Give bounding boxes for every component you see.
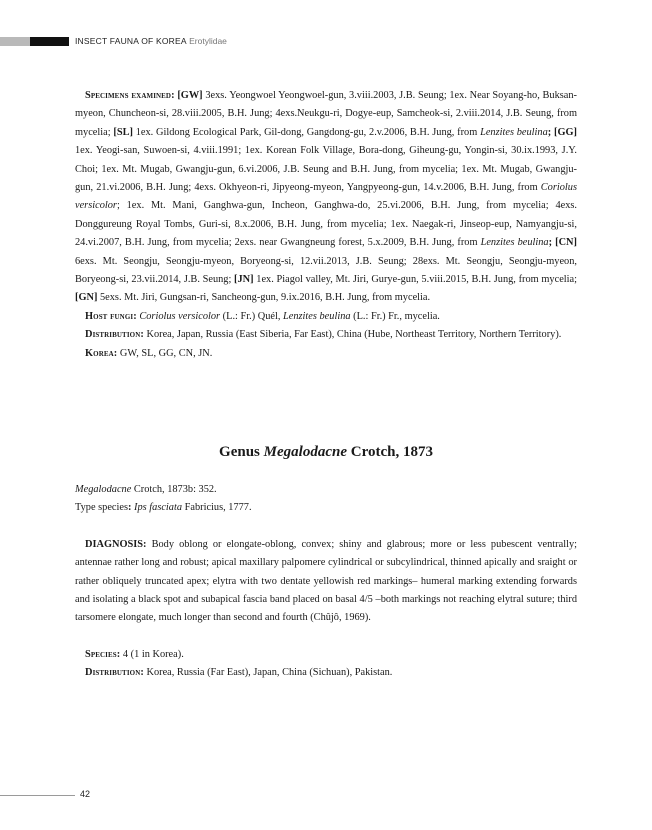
type-species-colon: :: [128, 502, 132, 514]
distribution-label: Distribution:: [85, 667, 144, 679]
distribution-label: Distribution:: [85, 329, 144, 341]
province-tag-gw: [GW]: [177, 90, 203, 101]
fungus-name: Lenzites beulina: [283, 310, 351, 322]
synonym-name: Megalodacne: [75, 484, 132, 495]
genus-heading-prefix: Genus: [219, 444, 264, 460]
synonym-line: [75, 481, 577, 499]
specimens-text: 6exs. Mt. Seongju, Seongju-myeon, Boryeong-si, 12.vii.2013, J.B. Seung; 28exs. Mt. Seongju, Seongju-myeon, Boryeong-si, 23.vii.2014, J.B. Seung;: [75, 255, 577, 286]
genus-name: Megalodacne: [263, 444, 347, 460]
specimens-text: 1ex. Piagol valley, Mt. Jiri, Gurye-gun, 5.viii.2015, B.H. Jung, from mycelia;: [253, 274, 578, 286]
specimens-text: 5exs. Mt. Jiri, Gungsan-ri, Sancheong-gun, 9.ix.2016, B.H. Jung, from mycelia.: [97, 292, 431, 304]
diagnosis-text: Body oblong or elongate-oblong, convex; shiny and glabrous; more or less pubescent ventrally; antennae rather long and robust; apical maxillary palpomere cylindrical or subcylindrical, thinned apically and sraight or rather obliquely truncated apex; elytra with two dentate yellowish red markings– humeral marking extending forwards and isolating a black spot and subapical fascia band placed on basal 4/5 –both markings not reaching elytral suture; third tarsomere elongate, much longer than second and fourth (Chûjô, 1969).: [75, 538, 577, 624]
province-tag-jn: [JN]: [234, 274, 254, 286]
genus-distribution-paragraph: [75, 664, 577, 682]
diagnosis-label: DIAGNOSIS:: [85, 538, 147, 550]
species-label: Species:: [85, 648, 121, 660]
species-text: 4 (1 in Korea).: [120, 648, 184, 660]
specimens-label: Specimens examined:: [85, 90, 175, 101]
type-species-name: Ips fasciata: [134, 502, 183, 514]
korea-paragraph: [75, 345, 577, 363]
korea-text: GW, SL, GG, CN, JN.: [117, 347, 213, 359]
header-bar-black: [30, 37, 69, 46]
genus-heading: [75, 443, 577, 461]
specimens-text: 1ex. Yeogi-san, Suwoen-si, 4.viii.1991; 1ex. Korean Folk Village, Bora-dong, Giheung-gu, Yongin-si, 30.ix.1993, J.Y. Choi; 1ex. Mt. Mugab, Gwangju-gun, 6.vi.2006, J.B. Seung and B.H. Jung, from mycelia; 1ex. Mt. Mugab, Gwangju-gun, 21.vi.2006, B.H. Jung; 4exs. Okhyeon-ri, Jipyeong-myeon, Yangpyeong-gun, 14.v.2006, B.H. Jung, from: [75, 145, 577, 194]
province-tag-gg: ; [GG]: [547, 126, 577, 138]
type-species-line: [75, 499, 577, 517]
running-header-subtitle: Erotylidae: [189, 36, 227, 46]
diagnosis-paragraph: [75, 536, 577, 628]
distribution-paragraph: [75, 326, 577, 344]
fungus-name: Lenzites beulina: [480, 126, 548, 138]
fungus-name: Lenzites beulina: [480, 237, 549, 249]
page-number: 42: [80, 789, 91, 799]
header-bar-gray: [0, 37, 30, 46]
specimens-text: 1ex. Gildong Ecological Park, Gil-dong, Gangdong-gu, 2.v.2006, B.H. Jung, from: [132, 126, 481, 138]
species-section: [75, 87, 577, 363]
fungus-name: Coriolus versicolor: [75, 182, 577, 212]
distribution-text: Korea, Japan, Russia (East Siberia, Far East), China (Hube, Northeast Territory, Northern Territory).: [143, 329, 562, 341]
province-tag-gn: [GN]: [75, 292, 98, 304]
type-species-author: Fabricius, 1777.: [182, 502, 252, 514]
specimens-text: ; 1ex. Mt. Mani, Ganghwa-gun, Incheon, Ganghwa-do, 25.vi.2006, B.H. Jung, from mycelia; 4exs. Donggureung Royal Tombs, Guri-si, 8.x.2006, B.H. Jung, from mycelia; 1ex. Naegak-ri, Jinseop-eup, Namyangju-si, 24.vi.2007, B.H. Jung, from mycelia; 2exs. near Gwangneung forest, 5.x.2009, B.H. Jung, from: [75, 200, 577, 249]
running-header: [75, 36, 227, 47]
species-count-paragraph: [75, 646, 577, 664]
fungus-name: Coriolus versicolor: [139, 310, 221, 322]
synonym-citation: Crotch, 1873b: 352.: [131, 484, 217, 495]
specimens-text: 3exs. Yeongwoel Yeongwoel-gun, 3.viii.2003, J.B. Seung; 1ex. Near Soyang-ho, Buksan-myeon, Chuncheon-si, 28.viii.2005, B.H. Jung; 4exs.Neukgu-ri, Dogye-eup, Samcheok-si, 2.viii.2014, J.B. Seung, from mycelia;: [75, 90, 577, 138]
host-fungi-paragraph: [75, 308, 577, 326]
province-tag-cn: ; [CN]: [548, 237, 577, 249]
province-tag-sl: [SL]: [113, 126, 133, 138]
korea-label: Korea:: [85, 347, 118, 359]
running-header-title: INSECT FAUNA OF KOREA: [75, 36, 187, 46]
host-fungi-label: Host fungi:: [85, 310, 137, 322]
genus-section: [75, 481, 577, 683]
footer-rule: [0, 795, 75, 796]
host-fungi-text: (L.: Fr.) Fr., mycelia.: [350, 310, 440, 322]
type-species-label: Type species: [75, 502, 128, 514]
host-fungi-text: (L.: Fr.) Quél,: [220, 310, 284, 322]
distribution-text: Korea, Russia (Far East), Japan, China (Sichuan), Pakistan.: [143, 667, 393, 679]
genus-heading-author: Crotch, 1873: [346, 444, 433, 460]
specimens-examined-paragraph: [75, 87, 577, 308]
